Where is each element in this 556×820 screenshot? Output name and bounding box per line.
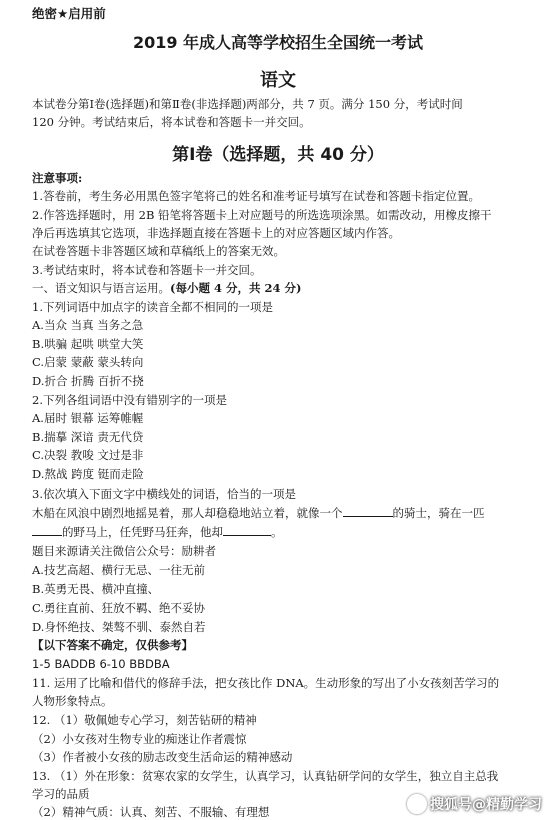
- q3-option-a: A.技艺高超、横行无忌、一往无前: [32, 563, 205, 577]
- intro-line-1: 本试卷分第Ⅰ卷(选择题)和第Ⅱ卷(非选择题)两部分，共 7 页。满分 150 分，考试时间: [32, 97, 463, 111]
- answer-12-1: 12. （1）敬佩她专心学习，刻苦钻研的精神: [32, 713, 257, 727]
- q2-option-a: A.届时 银幕 运筹帷幄: [32, 411, 144, 425]
- fill-blank-2: [32, 524, 62, 536]
- answer-11b: 人物形象特点。: [32, 694, 113, 708]
- intro-line-2: 120 分钟。考试结束后，将本试卷和答题卡一并交回。: [32, 115, 311, 129]
- q2-option-c: C.决裂 教唆 文过是非: [32, 448, 144, 462]
- q1-option-a: A.当众 当真 当务之急: [32, 318, 144, 332]
- q2-stem: 2.下列各组词语中没有错别字的一项是: [32, 393, 227, 407]
- q3-option-b: B.英勇无畏、横冲直撞、: [32, 582, 160, 596]
- answers-heading: 【以下答案不确定，仅供参考】: [32, 638, 193, 652]
- q2-option-b: B.揣摹 深谙 责无代贷: [32, 430, 144, 444]
- q3-stem: 3.依次填入下面文字中横线处的词语，恰当的一项是: [32, 487, 296, 501]
- q2-option-d: D.熬战 跨度 铤而走险: [32, 467, 144, 481]
- secret-label: 绝密★启用前: [32, 6, 106, 21]
- fill-blank-1: [343, 505, 393, 517]
- answer-13-2: （2）精神气质：认真、刻苦、不服输、有理想: [32, 805, 270, 819]
- subject-title: 语文: [260, 70, 296, 91]
- answer-13-1b: 学习的品质: [32, 787, 90, 801]
- answers-choice: 1-5 BADDB 6-10 BBDBA: [32, 657, 170, 671]
- notes-heading: 注意事项:: [32, 171, 83, 185]
- part1-heading: [32, 280, 301, 296]
- exam-title: 2019 年成人高等学校招生全国统一考试: [132, 33, 424, 52]
- q1-option-d: D.折合 折腾 百折不挠: [32, 374, 144, 388]
- q3-source-note: 题目来源请关注微信公众号：励耕者: [32, 544, 216, 558]
- q1-option-b: B.哄骗 起哄 哄堂大笑: [32, 337, 144, 351]
- note-2b: 净后再选填其它选项，非选择题直接在答题卡上的对应答题区域内作答。: [32, 226, 400, 240]
- part1-heading-score: (每小题 4 分，共 24 分): [170, 281, 302, 295]
- q3-text-line-2: [32, 524, 283, 540]
- answer-12-3: （3）作者被小女孩的励志改变生活命运的精神感动: [32, 750, 293, 764]
- q3-text-1a: 木船在风浪中剧烈地摇晃着，那人却稳稳地站立着，就像一个: [32, 506, 343, 520]
- note-1: 1.答卷前，考生务必用黑色签字笔将己的姓名和准考证号填写在试卷和答题卡指定位置。: [32, 189, 480, 203]
- sohu-watermark: [407, 794, 542, 814]
- fill-blank-3: [223, 524, 271, 536]
- answer-13-1a: 13. （1）外在形象：贫寒农家的女学生，认真学习，认真钻研学问的女学生，独立自主总我: [32, 769, 499, 783]
- answer-12-2: （2）小女孩对生物专业的痴迷让作者震惊: [32, 732, 247, 746]
- part1-heading-text: 一、语文知识与语言运用。: [32, 281, 170, 295]
- watermark-text: 搜狐号@精勤学习: [430, 797, 542, 813]
- section-title: 第Ⅰ卷（选择题，共 40 分）: [172, 145, 384, 165]
- q3-text-line-1: [32, 505, 485, 521]
- note-2a: 2.作答选择题时，用 2B 铅笔将答题卡上对应题号的所选选项涂黑。如需改动，用橡皮擦干: [32, 208, 492, 222]
- note-2c: 在试卷答题卡非答题区域和草稿纸上的答案无效。: [32, 244, 285, 258]
- q3-option-d: D.身怀绝技、桀骜不驯、泰然自若: [32, 620, 206, 634]
- sohu-logo-icon: [407, 794, 427, 814]
- q1-stem: 1.下列词语中加点字的读音全都不相同的一项是: [32, 300, 273, 314]
- q3-text-2a: 的野马上，任凭野马狂奔，他却: [62, 525, 223, 539]
- q1-option-c: C.启蒙 蒙蔽 蒙头转向: [32, 355, 144, 369]
- note-3: 3.考试结束时，将本试卷和答题卡一并交回。: [32, 263, 262, 277]
- q3-text-1b: 的骑士，骑在一匹: [392, 506, 485, 520]
- answer-11a: 11. 运用了比喻和借代的修辞手法，把女孩比作 DNA。生动形象的写出了小女孩刻苦学习的: [32, 676, 500, 690]
- q3-option-c: C.勇往直前、狂放不羁、绝不妥协: [32, 601, 206, 615]
- q3-text-2b: 。: [271, 525, 283, 539]
